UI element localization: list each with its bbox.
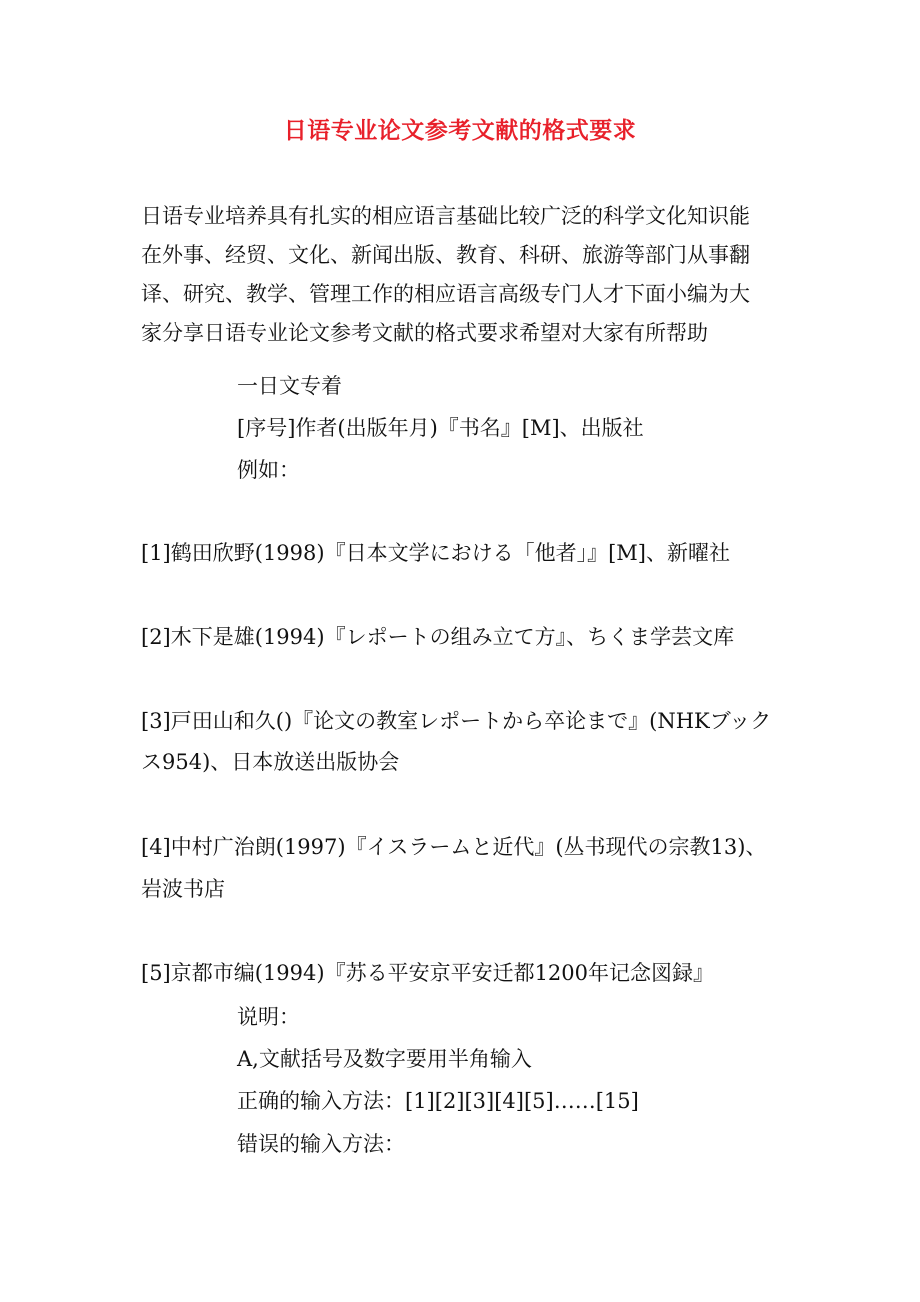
intro-line-3: 译、研究、教学、管理工作的相应语言高级专门人才下面小编为大 (141, 282, 750, 306)
reference-3-line-2: ス954)、日本放送出版协会 (141, 750, 400, 774)
reference-3-line-1: [3]戸田山和久()『论文の教室レポートから卒论まで』(NHKブック (141, 709, 772, 733)
reference-5: [5]京都市编(1994)『苏る平安京平安迁都1200年记念図録』 (141, 961, 715, 985)
reference-4-line-2: 岩波书店 (141, 877, 225, 901)
intro-line-2: 在外事、经贸、文化、新闻出版、教育、科研、旅游等部门从事翻 (141, 243, 750, 267)
reference-2: [2]木下是雄(1994)『レポートの组み立て方』、ちくま学芸文库 (141, 625, 735, 649)
intro-line-4: 家分享日语专业论文参考文献的格式要求希望对大家有所帮助 (141, 321, 708, 345)
notes-label: 说明： (237, 1005, 300, 1029)
intro-line-1: 日语专业培养具有扎实的相应语言基础比较广泛的科学文化知识能 (141, 204, 750, 228)
notes-item-a: A,文献括号及数字要用半角输入 (237, 1047, 532, 1071)
section-heading: 一日文专着 (237, 374, 342, 398)
notes-correct-method: 正确的输入方法：[1][2][3][4][5]……[15] (237, 1089, 639, 1113)
example-label: 例如： (237, 458, 300, 482)
reference-4-line-1: [4]中村广治朗(1997)『イスラームと近代』(丛书现代の宗教13)、 (141, 835, 767, 859)
notes-wrong-method: 错误的输入方法： (237, 1132, 405, 1156)
reference-1: [1]鹤田欣野(1998)『日本文学における「他者」』[M]、新曜社 (141, 541, 730, 565)
format-line: [序号]作者(出版年月)『书名』[M]、出版社 (237, 416, 644, 440)
document-title: 日语专业论文参考文献的格式要求 (283, 117, 637, 144)
